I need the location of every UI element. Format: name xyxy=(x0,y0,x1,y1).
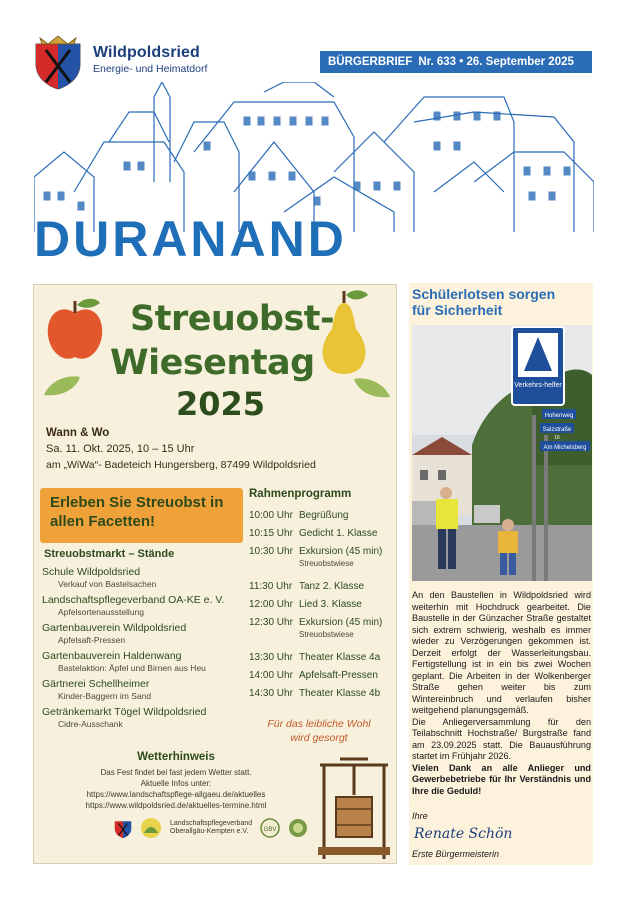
stand-detail: Bastelaktion: Äpfel und Birnen aus Heu xyxy=(58,663,206,673)
article-paragraph: Die Anliegerversammlung für den Teilabschnitt Hochstraße/ Burgstraße fand am 23.09.2025 statt. Die Bauausführung startet im Frühjahr 2026. xyxy=(412,716,591,761)
list-item xyxy=(42,594,252,617)
stand-name: Landschaftspflegeverband OA-KE e. V. xyxy=(42,594,225,606)
program-event: Apfelsaft-Pressen xyxy=(299,670,378,681)
program-note: Streuobstwiese xyxy=(299,559,354,568)
issue-number: Nr. 633 • 26. September 2025 xyxy=(418,56,574,68)
catering-note-line: wird gesorgt xyxy=(290,732,348,744)
poster-title-year: 2025 xyxy=(176,385,266,423)
program-row xyxy=(249,688,394,706)
when-where-heading: Wann & Wo xyxy=(46,427,110,439)
issue-bar xyxy=(320,51,592,73)
landscape-association-logo-icon xyxy=(140,817,162,839)
program-time: 10:00 Uhr xyxy=(249,510,293,521)
stand-detail: Apfelsortenausstellung xyxy=(58,607,145,617)
poster-title-line-1: Streuobst- xyxy=(130,299,335,339)
article-heading-line: Schülerlotsen sorgen xyxy=(412,286,556,302)
program-time: 12:30 Uhr xyxy=(249,617,293,628)
poster-title-line-2: Wiesentag xyxy=(110,343,315,383)
gardening-club-badge-icon xyxy=(260,818,280,838)
program-row xyxy=(249,528,394,546)
municipal-crest-icon xyxy=(114,817,132,839)
weather-heading: Wetterhinweis xyxy=(137,751,215,763)
highlight-box: Erleben Sie Streuobst in allen Facetten! xyxy=(40,488,243,543)
stand-detail: Verkauf von Bastelsachen xyxy=(58,579,157,589)
street-number: 16 xyxy=(554,435,560,441)
crossing-guard-photo xyxy=(412,325,592,581)
stands-list xyxy=(42,566,252,734)
program-row xyxy=(249,670,394,688)
catering-note xyxy=(254,717,384,745)
program-row xyxy=(249,581,394,599)
weather-link[interactable]: https://www.landschaftspflege-allgaeu.de/aktuelles xyxy=(86,790,266,799)
weather-info xyxy=(46,767,306,811)
article-heading-line: für Sicherheit xyxy=(412,302,503,318)
program-event: Begrüßung xyxy=(299,510,349,521)
stand-name: Gartenbauverein Haldenwang xyxy=(42,650,182,662)
mayor-signature: Renate Schön xyxy=(414,826,513,842)
stand-detail: Apfelsaft-Pressen xyxy=(58,635,126,645)
street-sign-2: Salzstraße xyxy=(542,427,572,433)
program-time: 10:15 Uhr xyxy=(249,528,293,539)
stand-name: Gärtnerei Schellheimer xyxy=(42,678,150,690)
list-item xyxy=(42,566,252,589)
brand-tagline: Energie- und Heimatdorf xyxy=(93,63,208,75)
stand-name: Gartenbauverein Wildpoldsried xyxy=(42,622,187,634)
street-sign-1: Hohenweg xyxy=(544,413,574,419)
program-row xyxy=(249,652,394,670)
partner-name xyxy=(170,820,252,836)
mayor-role: Erste Bürgermeisterin xyxy=(412,849,500,859)
program-row xyxy=(249,510,394,528)
program-time: 12:00 Uhr xyxy=(249,599,293,610)
partner-name-line: Landschaftspflegeverband xyxy=(170,820,253,827)
weather-link[interactable]: https://www.wildpoldsried.de/aktuelles-termine.html xyxy=(85,801,267,810)
weather-line: Das Fest findet bei fast jedem Wetter statt. xyxy=(100,768,252,777)
program-event: Exkursion (45 min) xyxy=(299,546,383,557)
partner-logos xyxy=(114,817,308,839)
village-skyline-illustration xyxy=(34,82,594,232)
stand-name: Getränkemarkt Tögel Wildpoldsried xyxy=(42,706,207,718)
program-time: 11:30 Uhr xyxy=(249,581,293,592)
stand-name: Schule Wildpoldsried xyxy=(42,566,141,578)
cider-press-icon xyxy=(314,755,394,861)
club-emblem-icon xyxy=(288,818,308,838)
brand-name: Wildpoldsried xyxy=(93,44,200,61)
program-heading: Rahmenprogramm xyxy=(249,488,352,500)
list-item xyxy=(42,650,252,673)
program-time: 14:00 Uhr xyxy=(249,670,293,681)
program-event: Theater Klasse 4b xyxy=(299,688,381,699)
program-list xyxy=(249,510,394,706)
weather-line: Aktuelle Infos unter: xyxy=(140,779,212,788)
program-row xyxy=(249,599,394,617)
program-time: 13:30 Uhr xyxy=(249,652,293,663)
issue-label: BÜRGERBRIEF xyxy=(328,56,413,68)
apple-icon xyxy=(44,295,106,365)
program-time: 10:30 Uhr xyxy=(249,546,293,557)
list-item xyxy=(42,706,252,729)
stands-heading: Streuobstmarkt – Stände xyxy=(44,548,175,560)
stand-detail: Cidre-Ausschank xyxy=(58,719,123,729)
gbv-badge-text: GBV xyxy=(263,827,277,833)
program-event: Exkursion (45 min) xyxy=(299,617,383,628)
article-thanks: Vielen Dank an alle Anlieger und Gewerbebetriebe für Ihr Verständnis und Ihre die Geduld! xyxy=(412,762,591,796)
stand-detail: Kinder-Baggern im Sand xyxy=(58,691,152,701)
article-heading xyxy=(412,286,592,318)
partner-name-line: Oberallgäu-Kempten e.V. xyxy=(170,828,249,835)
street-sign-3: Am Michelsberg xyxy=(543,445,587,451)
traffic-sign-text: Verkehrs-helfer xyxy=(514,382,562,389)
event-date: Sa. 11. Okt. 2025, 10 – 15 Uhr xyxy=(46,443,195,455)
leaf-icon xyxy=(42,375,82,397)
article-closing: Ihre xyxy=(412,811,428,821)
article-body xyxy=(412,590,591,823)
list-item xyxy=(42,622,252,645)
program-event: Tanz 2. Klasse xyxy=(299,581,365,592)
program-time: 14:30 Uhr xyxy=(249,688,293,699)
event-poster xyxy=(33,284,397,864)
program-event: Gedicht 1. Klasse xyxy=(299,528,378,539)
catering-note-line: Für das leibliche Wohl xyxy=(267,718,371,730)
program-event: Theater Klasse 4a xyxy=(299,652,381,663)
article-paragraph: An den Baustellen in Wildpoldsried wird weiterhin mit Hochdruck gearbeitet. Die Baustelle in der Günzacher Straße gestaltet sich extrem schwierig, weshalb es immer wieder zu Verzögerungen gekommen ist. Derzeit erfolgt der Wasserleitungsbau. Fertigstellung ist in ein bis zwei Wochen geplant. Die Arbeiten in der Wolkenberger Straße gehen weiter bis zum Wintereinbruch und verlaufen bisher weitgehend planungsgemäß. xyxy=(412,590,591,715)
event-location: am „WiWa“- Badeteich Hungersberg, 87499 Wildpoldsried xyxy=(46,459,316,471)
program-event: Lied 3. Klasse xyxy=(299,599,362,610)
masthead-title: DURANAND xyxy=(34,211,347,267)
leaf-icon xyxy=(352,377,392,399)
list-item xyxy=(42,678,252,701)
program-note: Streuobstwiese xyxy=(299,630,354,639)
